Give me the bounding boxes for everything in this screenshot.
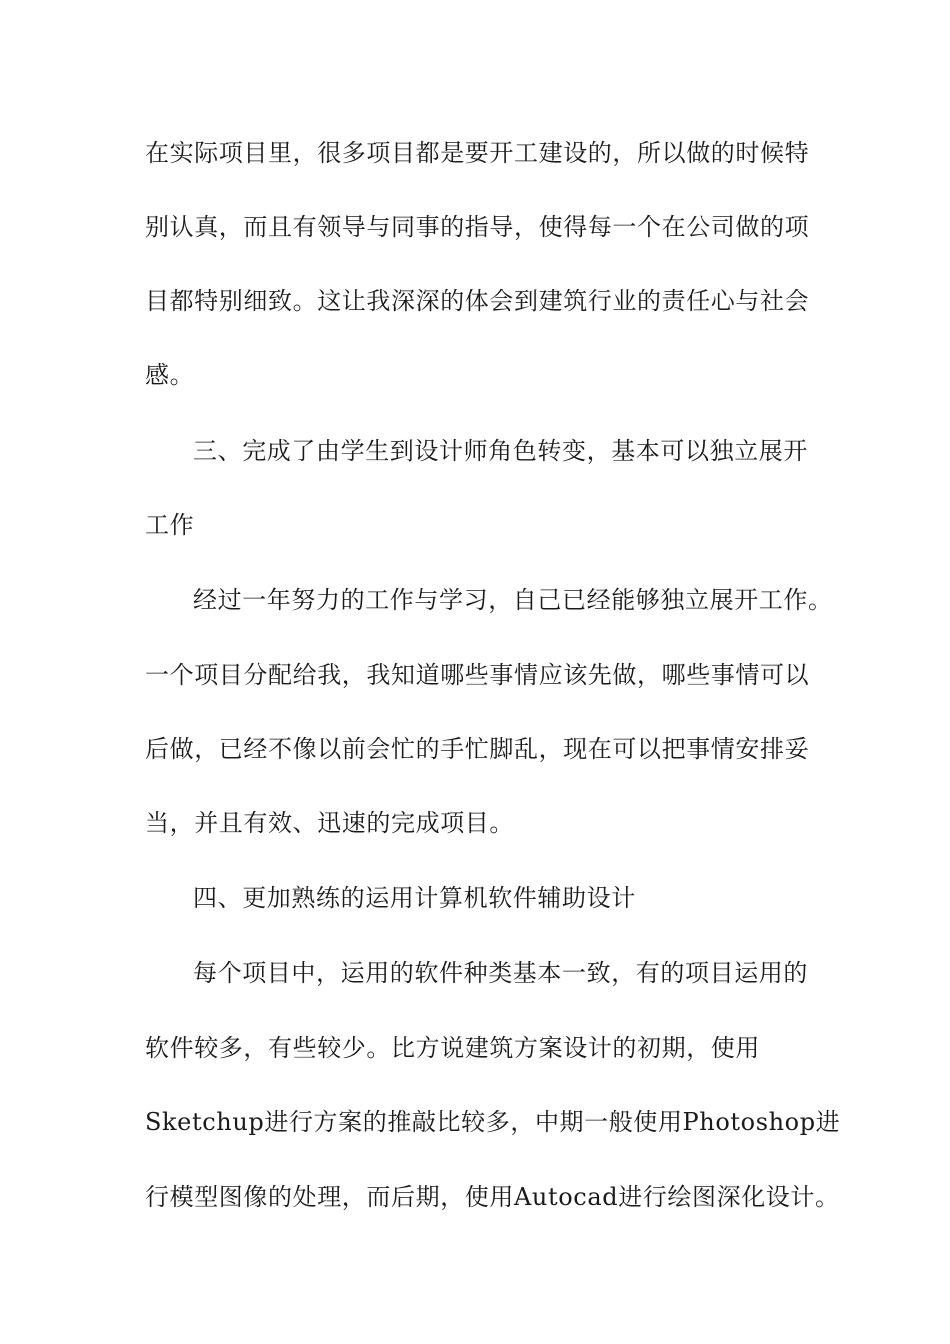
section-heading-line: 工作 (145, 511, 195, 539)
section-heading-line: 三、完成了由学生到设计师角色转变，基本可以独立展开 (193, 437, 808, 465)
paragraph-line: 后做，已经不像以前会忙的手忙脚乱，现在可以把事情安排妥 (145, 735, 810, 763)
paragraph-line: 目都特别细致。这让我深深的体会到建筑行业的责任心与社会 (145, 287, 810, 315)
paragraph-line: 别认真，而且有领导与同事的指导，使得每一个在公司做的项 (145, 213, 810, 241)
paragraph-line: 软件较多，有些较少。比方说建筑方案设计的初期，使用 (145, 1034, 760, 1062)
paragraph-line: 感。 (145, 361, 195, 389)
paragraph-line: 经过一年努力的工作与学习，自己已经能够独立展开工作。 (193, 586, 833, 614)
paragraph-line: 行模型图像的处理，而后期，使用Autocad进行绘图深化设计。 (145, 1183, 840, 1211)
paragraph-line: 当，并且有效、迅速的完成项目。 (145, 809, 514, 837)
paragraph-line: Sketchup进行方案的推敲比较多，中期一般使用Photoshop进 (145, 1108, 841, 1136)
paragraph-line: 每个项目中，运用的软件种类基本一致，有的项目运用的 (193, 959, 808, 987)
paragraph-line: 一个项目分配给我，我知道哪些事情应该先做，哪些事情可以 (145, 661, 810, 689)
section-heading-line: 四、更加熟练的运用计算机软件辅助设计 (193, 884, 636, 912)
paragraph-line: 在实际项目里，很多项目都是要开工建设的，所以做的时候特 (145, 139, 810, 167)
